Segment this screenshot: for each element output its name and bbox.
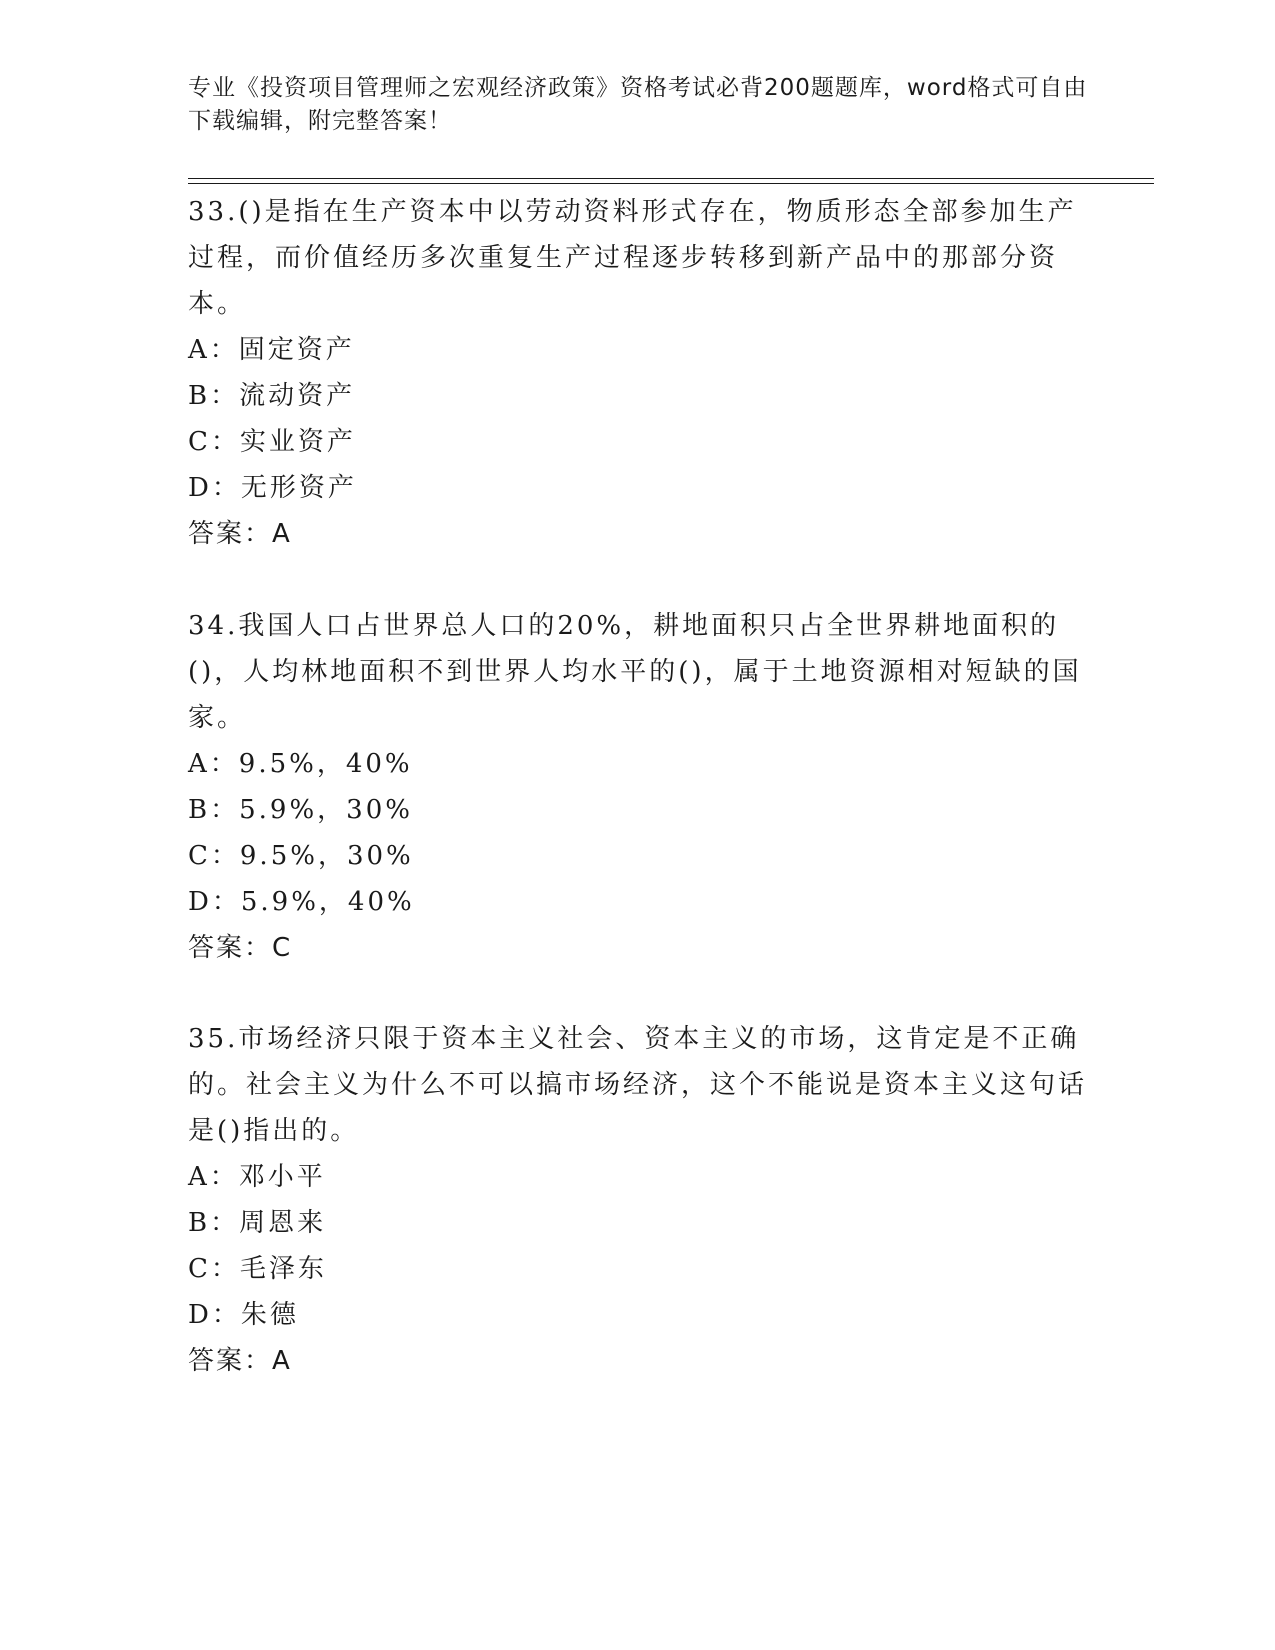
option-d: D：5.9%，40%	[188, 887, 415, 917]
header-title: 专业《投资项目管理师之宏观经济政策》资格考试必背200题题库，word格式可自由下载编辑，附完整答案！	[188, 75, 1088, 134]
option-d: D：朱德	[188, 1300, 299, 1330]
option-c: C：9.5%，30%	[188, 841, 414, 871]
question-stem: 35.市场经济只限于资本主义社会、资本主义的市场，这肯定是不正确的。社会主义为什么不可以搞市场经济，这个不能说是资本主义这句话是()指出的。	[188, 1024, 1088, 1146]
option-b: B：5.9%，30%	[188, 795, 413, 825]
question-stem: 33.()是指在生产资本中以劳动资料形式存在，物质形态全部参加生产过程，而价值经历多次重复生产过程逐步转移到新产品中的那部分资本。	[188, 197, 1077, 319]
header-divider-bottom	[188, 183, 1154, 184]
answer-line: 答案：A	[188, 519, 292, 549]
option-b: B：周恩来	[188, 1208, 327, 1238]
document-header	[188, 72, 1088, 138]
answer-line: 答案：C	[188, 933, 293, 963]
answer-line: 答案：A	[188, 1346, 292, 1376]
question-35	[188, 1016, 1088, 1384]
option-b: B：流动资产	[188, 381, 356, 411]
question-stem: 34.我国人口占世界总人口的20%，耕地面积只占全世界耕地面积的()，人均林地面积不到世界人均水平的()，属于土地资源相对短缺的国家。	[188, 611, 1082, 733]
option-a: A：9.5%，40%	[188, 749, 413, 779]
question-33	[188, 189, 1088, 557]
question-34	[188, 603, 1088, 971]
option-d: D：无形资产	[188, 473, 357, 503]
option-a: A：邓小平	[188, 1162, 326, 1192]
header-divider-top	[188, 178, 1154, 179]
option-a: A：固定资产	[188, 335, 355, 365]
option-c: C：毛泽东	[188, 1254, 327, 1284]
option-c: C：实业资产	[188, 427, 356, 457]
